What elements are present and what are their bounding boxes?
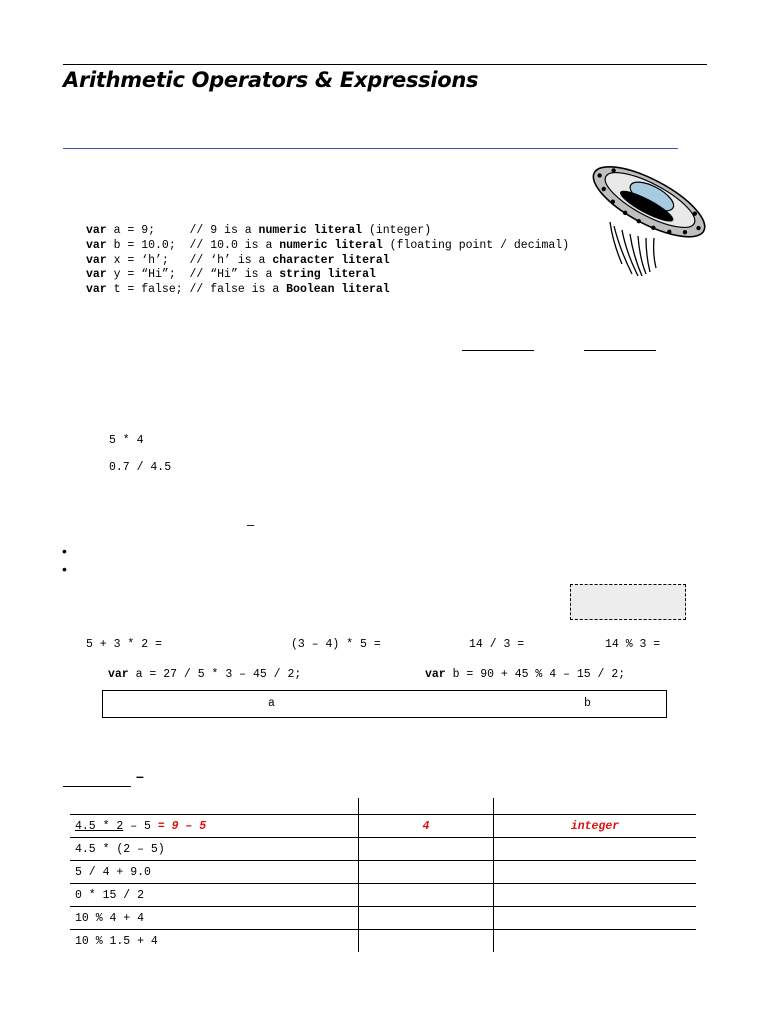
var-a-expression: var a = 27 / 5 * 3 – 45 / 2;	[108, 668, 302, 681]
type-cell[interactable]	[494, 930, 697, 953]
table-row	[70, 907, 696, 930]
expression-cell: 10 % 4 + 4	[70, 907, 359, 930]
header-cell	[359, 798, 494, 815]
code-line: var y = “Hi”; // “Hi” is a string literal	[86, 268, 376, 281]
expression-cell: 4.5 * (2 – 5)	[70, 838, 359, 861]
practice-expression: 14 / 3 =	[469, 638, 525, 651]
page-title: Arithmetic Operators & Expressions	[63, 68, 479, 92]
table-header-row	[70, 798, 696, 815]
example-expression: 5 * 4	[109, 434, 144, 447]
type-cell[interactable]: integer	[494, 815, 697, 838]
table-row	[70, 884, 696, 907]
header-cell	[494, 798, 697, 815]
value-cell[interactable]	[359, 861, 494, 884]
bullet: •	[62, 543, 67, 559]
table-row	[70, 861, 696, 884]
code-line: var a = 9; // 9 is a numeric literal (integer)	[86, 224, 432, 237]
value-cell[interactable]	[359, 838, 494, 861]
top-rule	[63, 64, 707, 65]
section-divider	[63, 148, 678, 149]
dash-mark: –	[247, 517, 255, 532]
value-cell[interactable]	[359, 930, 494, 953]
answer-label-b: b	[584, 697, 591, 710]
var-b-expression: var b = 90 + 45 % 4 – 15 / 2;	[425, 668, 626, 681]
bullet: •	[62, 561, 67, 577]
expression-cell: 5 / 4 + 9.0	[70, 861, 359, 884]
practice-expression: 5 + 3 * 2 =	[86, 638, 162, 651]
type-cell[interactable]	[494, 884, 697, 907]
code-line: var x = ‘h’; // ‘h’ is a character literal	[86, 254, 390, 267]
header-cell	[70, 798, 359, 815]
section-heading-blank	[63, 786, 131, 787]
value-cell[interactable]: 4	[359, 815, 494, 838]
value-cell[interactable]	[359, 884, 494, 907]
table-row	[70, 815, 696, 838]
code-line: var b = 10.0; // 10.0 is a numeric literal (floating point / decimal)	[86, 239, 570, 252]
type-cell[interactable]	[494, 861, 697, 884]
practice-expression: (3 – 4) * 5 =	[291, 638, 381, 651]
dash-mark: –	[136, 768, 144, 784]
fill-in-blank[interactable]	[462, 350, 534, 351]
example-expression: 0.7 / 4.5	[109, 461, 172, 474]
type-cell[interactable]	[494, 838, 697, 861]
table-row	[70, 930, 696, 953]
table-row	[70, 838, 696, 861]
value-cell[interactable]	[359, 907, 494, 930]
practice-expression: 14 % 3 =	[605, 638, 661, 651]
expression-cell: 10 % 1.5 + 4	[75, 934, 158, 948]
answer-box[interactable]	[102, 690, 667, 718]
ufo-icon	[584, 160, 716, 278]
exercise-table	[70, 798, 696, 952]
expression-cell: 4.5 * 2 – 5 = 9 – 5	[70, 815, 359, 838]
type-cell[interactable]	[494, 907, 697, 930]
fill-in-blank[interactable]	[584, 350, 656, 351]
answer-label-a: a	[268, 697, 275, 710]
shaded-answer-box[interactable]	[570, 584, 686, 620]
code-line: var t = false; // false is a Boolean literal	[86, 283, 390, 296]
expression-cell: 0 * 15 / 2	[70, 884, 359, 907]
